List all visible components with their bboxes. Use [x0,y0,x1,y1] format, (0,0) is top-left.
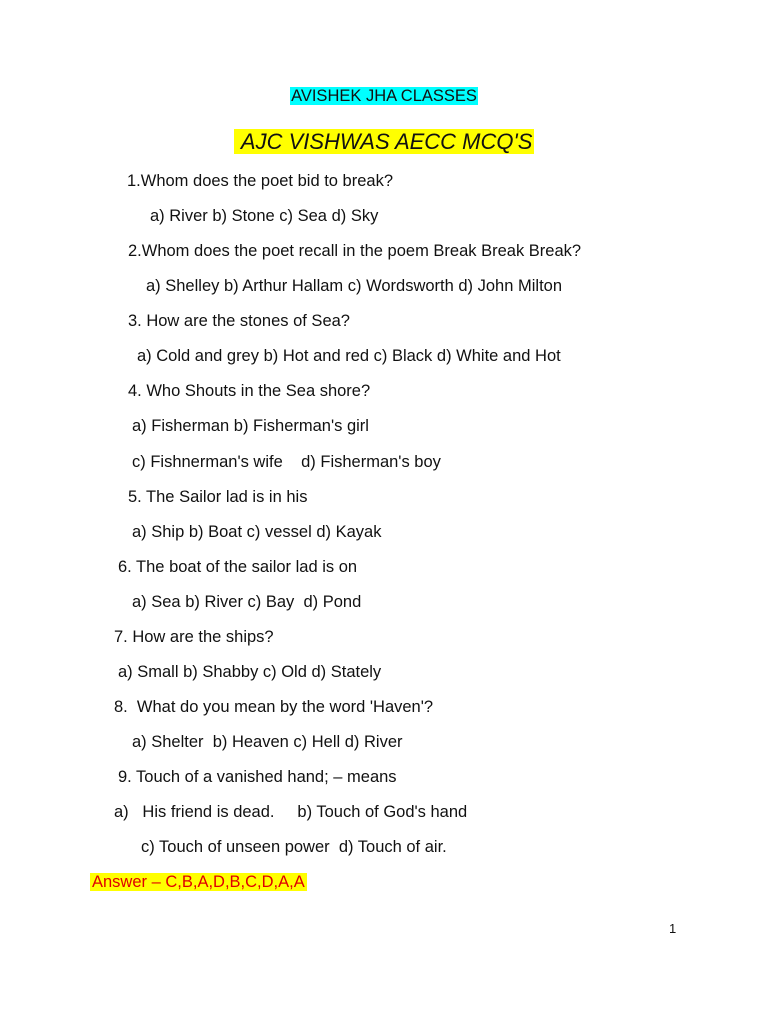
options-9b: c) Touch of unseen power d) Touch of air. [141,838,447,856]
options-6: a) Sea b) River c) Bay d) Pond [132,593,362,611]
answer-key [90,872,307,892]
header-text: AVISHEK JHA CLASSES [291,87,477,105]
options-1: a) River b) Stone c) Sea d) Sky [150,207,379,225]
title [0,128,768,156]
question-7: 7. How are the ships? [114,628,274,646]
options-7: a) Small b) Shabby c) Old d) Stately [118,663,382,681]
question-2: 2.Whom does the poet recall in the poem Break Break Break? [128,242,582,260]
answer-text: Answer – C,B,A,D,B,C,D,A,A [92,873,305,891]
question-4: 4. Who Shouts in the Sea shore? [128,382,371,400]
question-5: 5. The Sailor lad is in his [128,488,308,506]
options-5: a) Ship b) Boat c) vessel d) Kayak [132,523,382,541]
page-number: 1 [669,921,677,936]
options-9a: a) His friend is dead. b) Touch of God's hand [114,803,468,821]
options-4a: a) Fisherman b) Fisherman's girl [132,417,369,435]
options-4b: c) Fishnerman's wife d) Fisherman's boy [132,453,441,471]
options-2: a) Shelley b) Arthur Hallam c) Wordsworth d) John Milton [146,277,563,295]
question-1: 1.Whom does the poet bid to break? [127,172,393,190]
question-6: 6. The boat of the sailor lad is on [118,558,358,576]
question-9: 9. Touch of a vanished hand; – means [118,768,397,786]
header [0,86,768,106]
question-3: 3. How are the stones of Sea? [128,312,350,330]
title-text: AJC VISHWAS AECC MCQ'S [235,129,533,154]
options-3: a) Cold and grey b) Hot and red c) Black d) White and Hot [137,347,561,365]
options-8: a) Shelter b) Heaven c) Hell d) River [132,733,403,751]
question-8: 8. What do you mean by the word 'Haven'? [114,698,434,716]
